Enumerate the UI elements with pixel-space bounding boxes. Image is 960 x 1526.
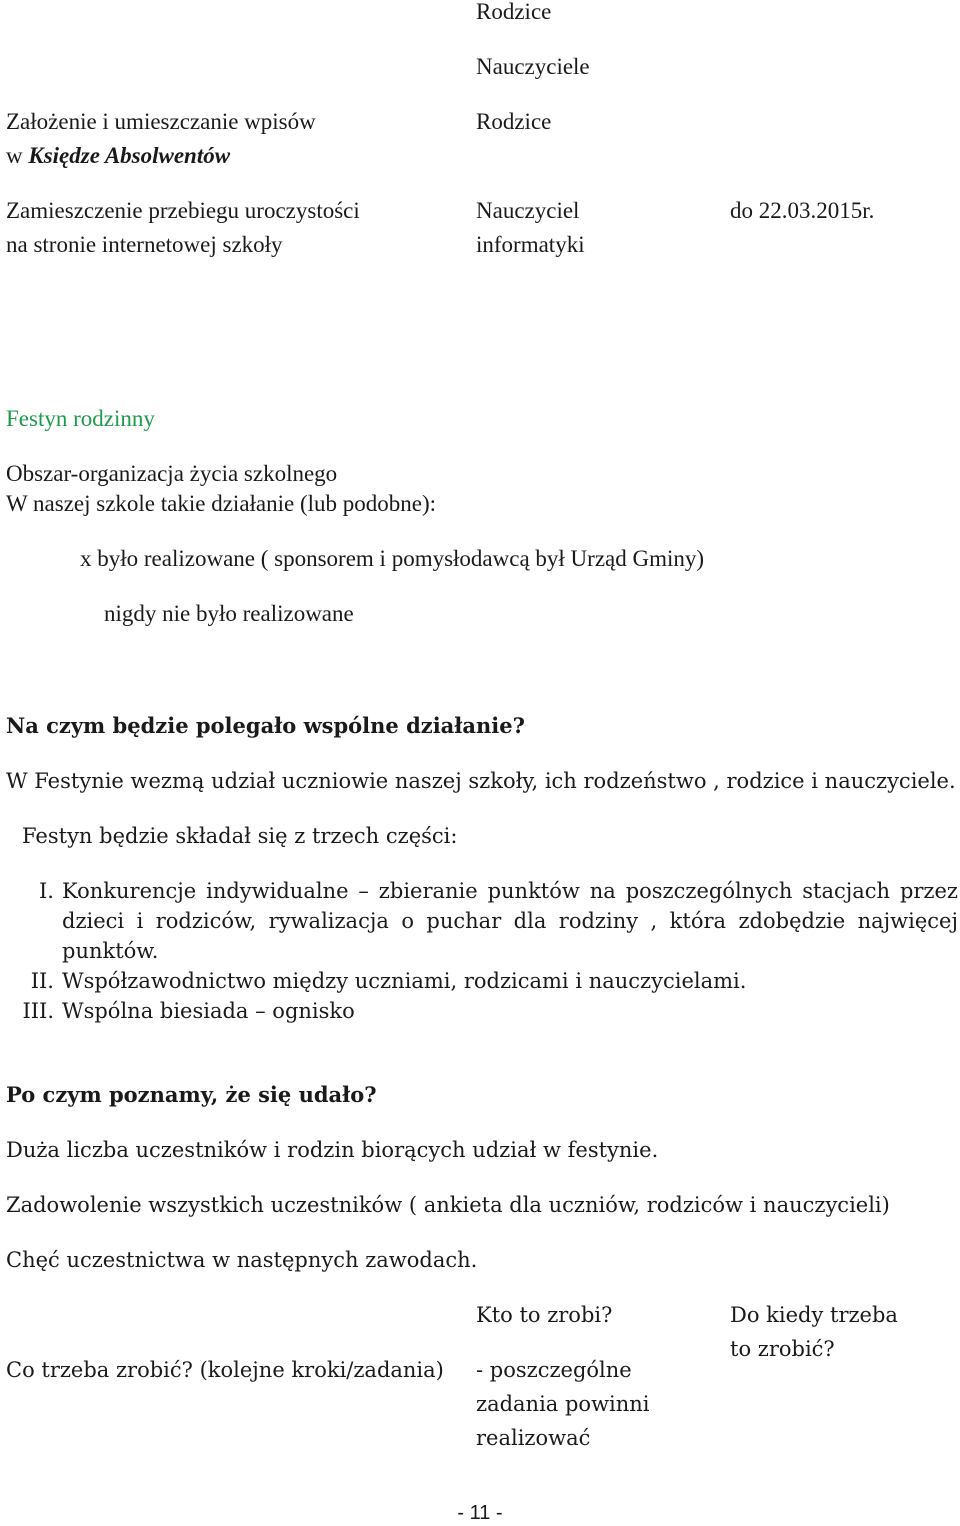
table-cell-who-line2: zadania powinni xyxy=(476,1392,650,1416)
success-line-1: Duża liczba uczestników i rodzin biorących udział w festynie. xyxy=(6,1138,659,1162)
task-1-prefix: w xyxy=(6,143,29,168)
question-label: W naszej szkole takie działanie (lub podobne): xyxy=(6,491,437,516)
list-item-text: Wspólna biesiada – ognisko xyxy=(62,999,355,1023)
success-line-3: Chęć uczestnictwa w następnych zawodach. xyxy=(6,1248,478,1272)
table-header-who: Kto to zrobi? xyxy=(476,1303,613,1327)
area-label: Obszar-organizacja życia szkolnego xyxy=(6,461,338,486)
table-cell-task-2-line2: na stronie internetowej szkoły xyxy=(6,232,283,257)
parts-list xyxy=(6,876,958,1026)
list-item-number: I. xyxy=(39,879,54,903)
list-item-number: III. xyxy=(22,999,54,1023)
list-item-number: II. xyxy=(30,969,54,993)
table-header-what: Co trzeba zrobić? (kolejne kroki/zadania) xyxy=(6,1358,444,1382)
table-cell-who-line3: realizować xyxy=(476,1426,591,1450)
list-item-text: Współzawodnictwo między uczniami, rodzicami i nauczycielami. xyxy=(62,969,747,993)
list-item xyxy=(6,876,958,966)
table-header-when-line1: Do kiedy trzeba xyxy=(730,1303,898,1327)
table-cell-task-1-line1: Założenie i umieszczanie wpisów xyxy=(6,109,316,134)
table-cell-task-2-line1: Zamieszczenie przebiegu uroczystości xyxy=(6,198,360,223)
list-item xyxy=(6,966,958,996)
success-heading: Po czym poznamy, że się udało? xyxy=(6,1082,377,1107)
list-item-text: Konkurencje indywidualne – zbieranie punktów na poszczególnych stacjach przez dzieci i rodziców, rywalizacja o puchar dla rodziny , która zdobędzie najwięcej punktów. xyxy=(62,879,958,963)
action-paragraph-2: Festyn będzie składał się z trzech części: xyxy=(22,824,458,848)
table-cell-who-2: Nauczyciele xyxy=(476,54,590,79)
table-cell-who-line1: - poszczególne xyxy=(476,1358,632,1382)
table-cell-who-3: Rodzice xyxy=(476,109,552,134)
table-cell-who-4-line2: informatyki xyxy=(476,232,585,257)
task-1-emphasis: Księdze Absolwentów xyxy=(28,143,231,168)
action-paragraph-1: W Festynie wezmą udział uczniowie naszej szkoły, ich rodzeństwo , rodzice i nauczyciele. xyxy=(6,769,956,793)
page-number: - 11 - xyxy=(457,1502,503,1524)
action-heading: Na czym będzie polegało wspólne działanie? xyxy=(6,713,525,738)
section-title: Festyn rodzinny xyxy=(6,406,155,431)
list-item xyxy=(6,996,958,1026)
option-realized: x było realizowane ( sponsorem i pomysłodawcą był Urząd Gminy) xyxy=(80,546,705,571)
option-never-realized: nigdy nie było realizowane xyxy=(104,601,354,626)
table-cell-who-4-line1: Nauczyciel xyxy=(476,198,580,223)
table-cell-who-1: Rodzice xyxy=(476,0,552,24)
success-line-2: Zadowolenie wszystkich uczestników ( ankieta dla uczniów, rodziców i nauczycieli) xyxy=(6,1193,890,1217)
table-cell-task-1-line2 xyxy=(6,139,230,173)
table-header-when-line2: to zrobić? xyxy=(730,1337,835,1361)
table-cell-deadline: do 22.03.2015r. xyxy=(730,198,875,223)
